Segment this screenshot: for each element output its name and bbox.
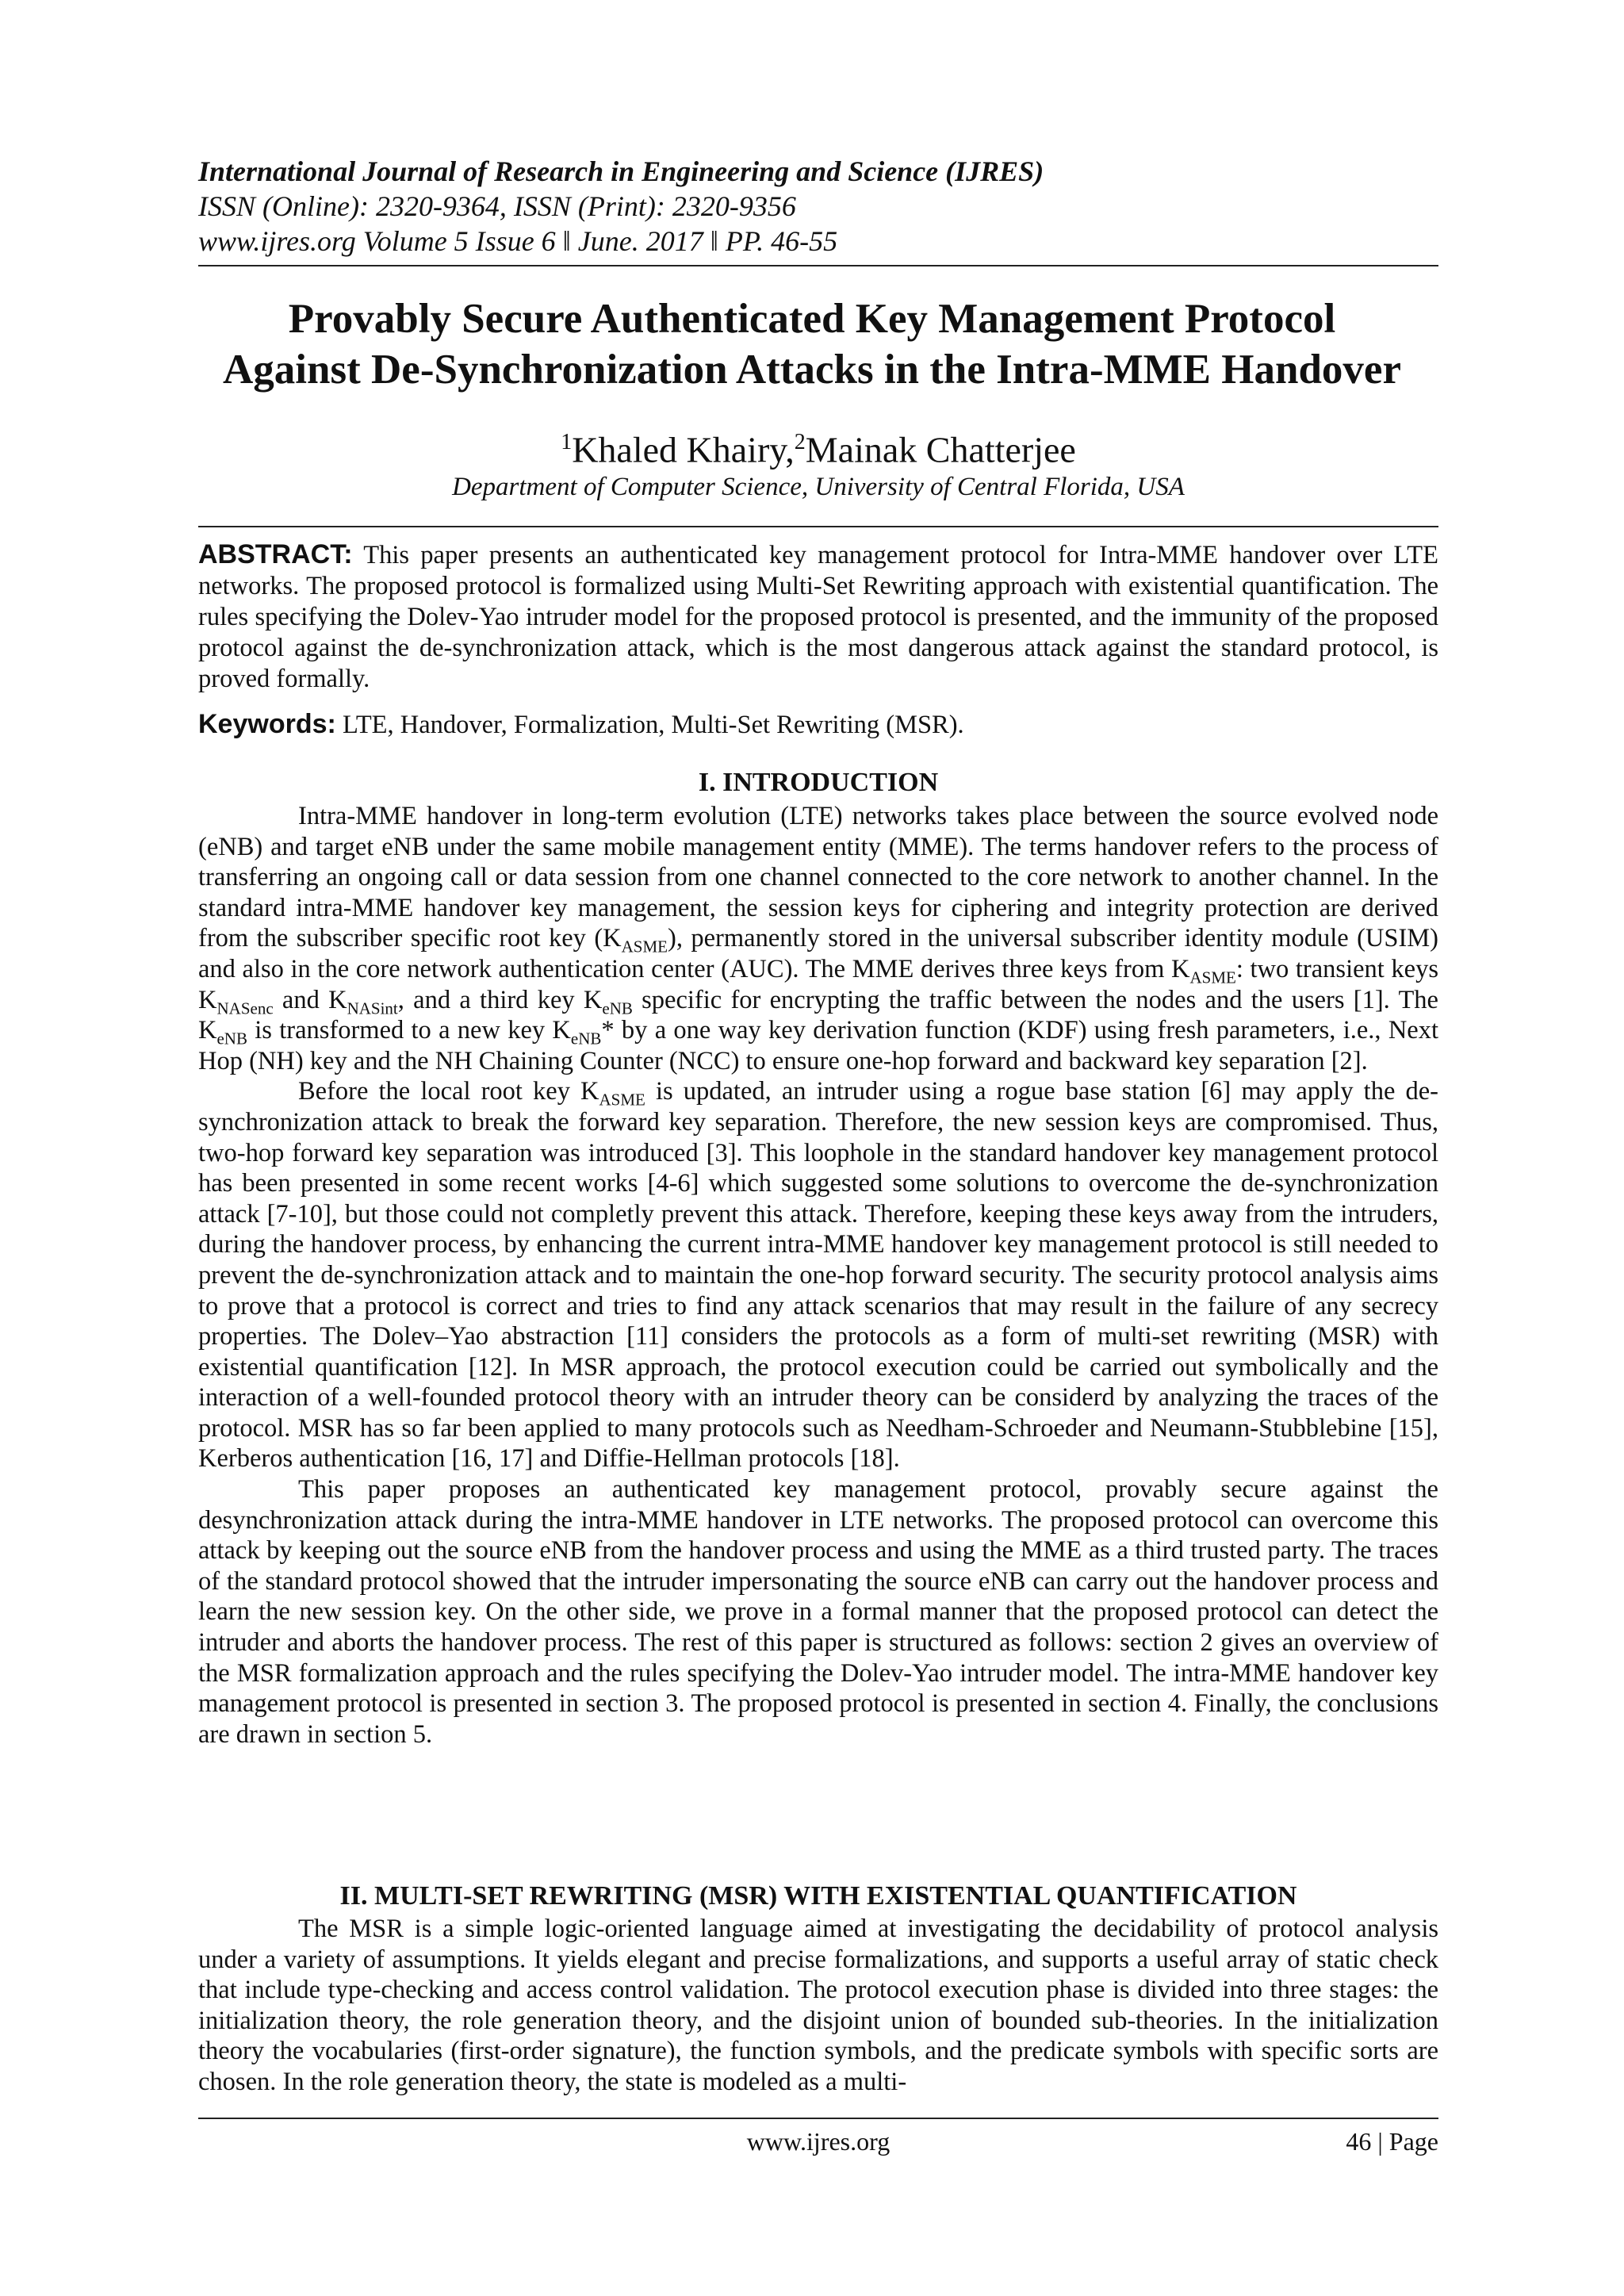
journal-name: International Journal of Research in Engineering and Science (IJRES): [198, 155, 1044, 187]
intro-paragraph-3: This paper proposes an authenticated key management protocol, provably secure against the desynchronization attack during the intra-MME handover in LTE networks. The proposed protocol can overcome this attack by keeping out the source eNB from the handover process and using the MME as a third trusted party. The traces of the standard protocol showed that the intruder impersonating the source eNB can carry out the handover process and learn the new session key. On the other side, we prove in a formal manner that the proposed protocol can detect the intruder and aborts the handover process. The rest of this paper is structured as follows: section 2 gives an overview of the MSR formalization approach and the rules specifying the Dolev-Yao intruder model. The intra-MME handover key management protocol is presented in section 3. The proposed protocol is presented in section 4. Finally, the conclusions are drawn in section 5.: [198, 1475, 1438, 1749]
intro-paragraph-1: [198, 801, 1438, 1076]
title-line-2: Against De-Synchronization Attacks in the Intra-MME Handover: [223, 347, 1401, 393]
subscript: eNB: [570, 1029, 602, 1048]
affiliation: Department of Computer Science, University of Central Florida, USA: [452, 473, 1185, 501]
text-run: and K: [273, 985, 347, 1014]
text-run: Intra-MME handover in long-term evolution (LTE) networks takes place between the source evolved node (eNB) and target eNB under the same mobile management entity (MME). The terms handover refers to the process of transferring an ongoing call or data session from one channel connected to the core network to another channel. In the standard intra-MME handover key management, the session keys for ciphering and integrity protection are derived from the subscriber specific root key (K: [198, 802, 1438, 953]
keywords-label: Keywords:: [198, 709, 336, 739]
intro-paragraph-2: [198, 1076, 1438, 1474]
author-list: [198, 420, 1438, 472]
subscript: ASME: [621, 937, 668, 956]
header-divider: [198, 265, 1438, 266]
text-run: is updated, an intruder using a rogue base station [6] may apply the de-synchronization attack to break the forward key separation. Therefore, the new session keys are compromised. Thus, two-hop forward key separation was introduced [3]. This loophole in the standard handover key management protocol has been presented in some recent works [4-6] which suggested some solutions to overcome the de-synchronization attack [7-10], but those could not completly prevent this attack. Therefore, keeping these keys away from the intruders, during the handover process, by enhancing the current intra-MME handover key management protocol is still needed to prevent the de-synchronization attack and to maintain the one-hop forward security. The security protocol analysis aims to prove that a protocol is correct and tries to find any attack scenarios that may result in the failure of any secrecy properties. The Dolev–Yao abstraction [11] considers the protocols as a form of multi-set rewriting (MSR) with existential quantification [12]. In MSR approach, the protocol execution could be carried out symbolically and the interaction of a well-founded protocol theory with an intruder theory can be considerd by analyzing the traces of the protocol. MSR has so far been applied to many protocols such as Needham-Schroeder and Neumann-Stubblebine [15], Kerberos authentication [16, 17] and Diffie-Hellman protocols [18].: [198, 1077, 1438, 1474]
journal-volume: www.ijres.org Volume 5 Issue 6 ǁ June. 2017 ǁ PP. 46-55: [198, 225, 838, 257]
keywords-text: LTE, Handover, Formalization, Multi-Set Rewriting (MSR).: [335, 711, 964, 739]
footer-divider: [198, 2118, 1438, 2119]
subscript: eNB: [602, 999, 633, 1018]
abstract-text: This paper presents an authenticated key management protocol for Intra-MME handover over LTE networks. The proposed protocol is formalized using Multi-Set Rewriting approach with existential quantification. The rules specifying the Dolev-Yao intruder model for the proposed protocol is presented, and the immunity of the proposed protocol against the de-synchronization attack, which is the most dangerous attack against the standard protocol, is proved formally.: [198, 541, 1438, 693]
text-run: , and a third key K: [397, 985, 603, 1014]
author-2-superscript: 2: [794, 430, 806, 454]
section-2-heading: II. MULTI-SET REWRITING (MSR) WITH EXISTENTIAL QUANTIFICATION: [339, 1881, 1297, 1911]
paper-title: [159, 293, 1465, 395]
text-run: * by a one way key derivation function (KDF) using fresh parameters, i.e., Next Hop (NH) key and the NH Chaining Counter (NCC) to ensure one-hop forward and backward key separation [2].: [198, 1016, 1438, 1075]
section-2-body: [198, 1914, 1438, 2098]
subscript: NASenc: [216, 999, 274, 1018]
journal-header: [198, 154, 1435, 259]
abstract-divider: [198, 526, 1438, 527]
section-1-heading: I. INTRODUCTION: [698, 768, 939, 797]
text-run: ), permanently stored in the universal subscriber identity module (USIM) and also in the core network authentication center (AUC). The MME derives three keys from K: [198, 924, 1439, 983]
abstract: [198, 539, 1438, 695]
text-run: : two transient keys K: [198, 954, 1439, 1014]
subscript: NASint: [347, 999, 398, 1018]
author-2: Mainak Chatterjee: [805, 429, 1076, 470]
text-run: specific for encrypting the traffic between the nodes and the users [1]. The K: [198, 985, 1438, 1045]
msr-paragraph-1: The MSR is a simple logic-oriented language aimed at investigating the decidability of protocol analysis under a variety of assumptions. It yields elegant and precise formalizations, and supports a useful array of static check that include type-checking and access control validation. The protocol execution phase is divided into three stages: the initialization theory, the role generation theory, and the disjoint union of bounded sub-theories. In the initialization theory the vocabularies (first-order signature), the function symbols, and the predicate symbols with specific sorts are chosen. In the role generation theory, the state is modeled as a multi-: [198, 1915, 1438, 2096]
journal-issn: ISSN (Online): 2320-9364, ISSN (Print): 2320-9356: [198, 190, 796, 222]
subscript: ASME: [1189, 968, 1236, 987]
subscript: eNB: [216, 1029, 247, 1048]
text-run: is transformed to a new key K: [247, 1016, 571, 1045]
title-line-1: Provably Secure Authenticated Key Management Protocol: [288, 296, 1336, 342]
subscript: ASME: [599, 1090, 645, 1110]
abstract-label: ABSTRACT:: [198, 539, 353, 569]
section-1-body: [198, 801, 1438, 1750]
author-1-superscript: 1: [561, 430, 573, 454]
page-number: 46 | Page: [1346, 2127, 1438, 2156]
keywords: [198, 707, 1438, 742]
author-1: Khaled Khairy,: [572, 429, 795, 470]
footer-url: www.ijres.org: [746, 2127, 891, 2156]
text-run: Before the local root key K: [298, 1077, 599, 1106]
